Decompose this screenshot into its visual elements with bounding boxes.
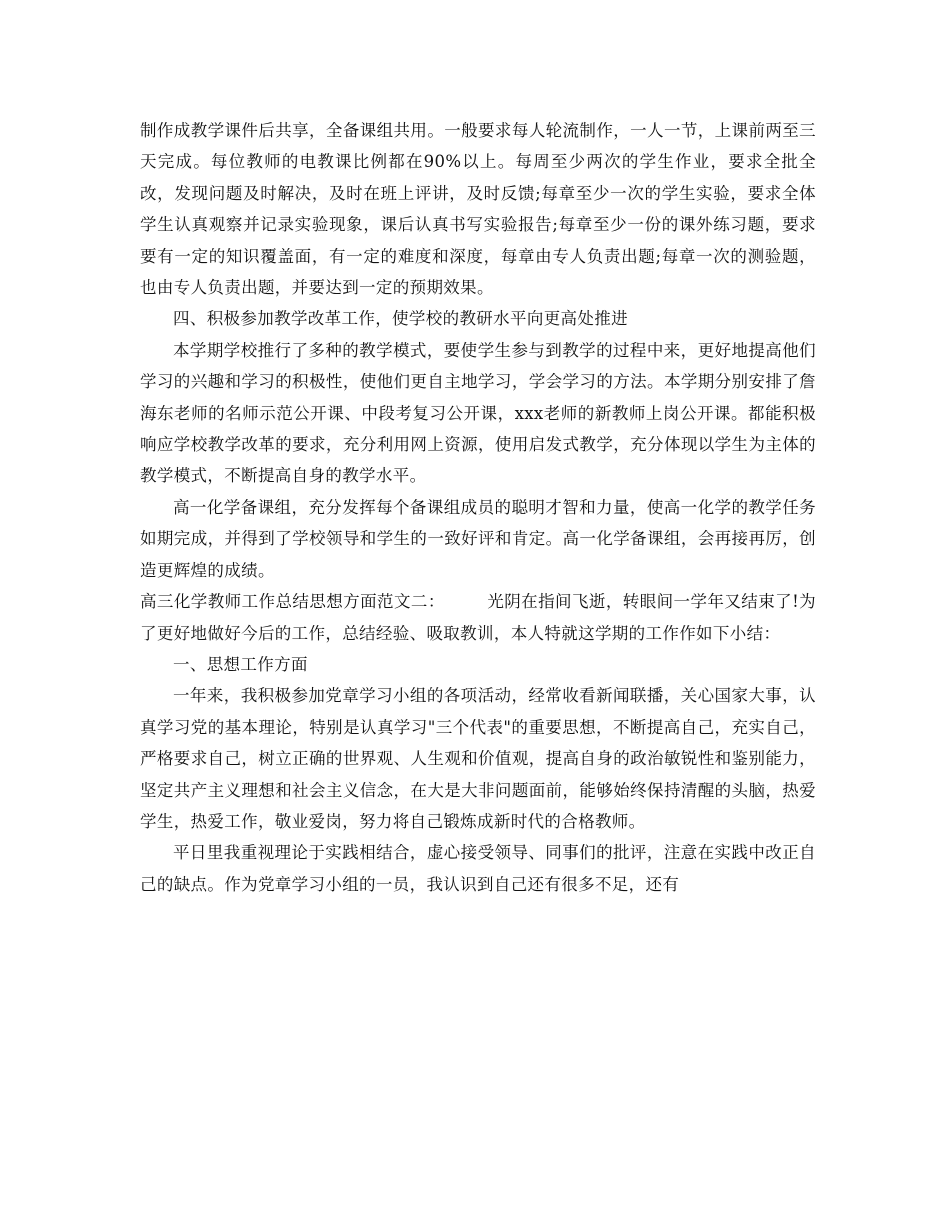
paragraph-chemistry-group: 高一化学备课组，充分发挥每个备课组成员的聪明才智和力量，使高一化学的教学任务如期完成，并得到了学校领导和学生的一致好评和肯定。高一化学备课组，会再接再厉，创造更辉煌的成绩。	[140, 497, 816, 580]
heading-teaching-reform: 四、积极参加教学改革工作，使学校的教研水平向更高处推进	[173, 309, 628, 329]
heading-ideological-work: 一、思想工作方面	[173, 654, 308, 674]
paragraph-theory-practice: 平日里我重视理论于实践相结合，虚心接受领导、同事们的批评，注意在实践中改正自己的缺点。作为党章学习小组的一员，我认识到自己还有很多不足，还有	[140, 843, 816, 894]
paragraph-courseware-and-homework: 制作成教学课件后共享，全备课组共用。一般要求每人轮流制作，一人一节，上课前两至三天完成。每位教师的电教课比例都在90%以上。每周至少两次的学生作业，要求全批全改，发现问题及时解决，及时在班上评讲，及时反馈;每章至少一次的学生实验，要求全体学生认真观察并记录实验现象，课后认真书写实验报告;每章至少一份的课外练习题，要求要有一定的知识覆盖面，有一定的难度和深度，每章由专人负责出题;每章一次的测验题，也由专人负责出题，并要达到一定的预期效果。	[140, 121, 816, 298]
paragraph-party-study: 一年来，我积极参加党章学习小组的各项活动，经常收看新闻联播，关心国家大事，认真学习党的基本理论，特别是认真学习"三个代表"的重要思想，不断提高自己，充实自己，严格要求自己，树立正确的世界观、人生观和价值观，提高自身的政治敏锐性和鉴别能力，坚定共产主义理想和社会主义信念，在大是大非问题面前，能够始终保持清醒的头脑，热爱学生，热爱工作，敬业爱岗，努力将自己锻炼成新时代的合格教师。	[140, 686, 816, 831]
paragraph-teaching-modes: 本学期学校推行了多种的教学模式，要使学生参与到教学的过程中来，更好地提高他们学习的兴趣和学习的积极性，使他们更自主地学习，学会学习的方法。本学期分别安排了詹海东老师的名师示范公开课、中段考复习公开课，xxx老师的新教师上岗公开课。都能积极响应学校教学改革的要求，充分利用网上资源，使用启发式教学，充分体现以学生为主体的教学模式，不断提高自身的教学水平。	[140, 340, 816, 486]
document-body	[140, 115, 816, 900]
paragraph-sample-two-intro: 高三化学教师工作总结思想方面范文二： 光阴在指间飞逝，转眼间一学年又结束了!为了更好地做好今后的工作，总结经验、吸取教训，本人特就这学期的工作作如下小结：	[140, 592, 816, 643]
